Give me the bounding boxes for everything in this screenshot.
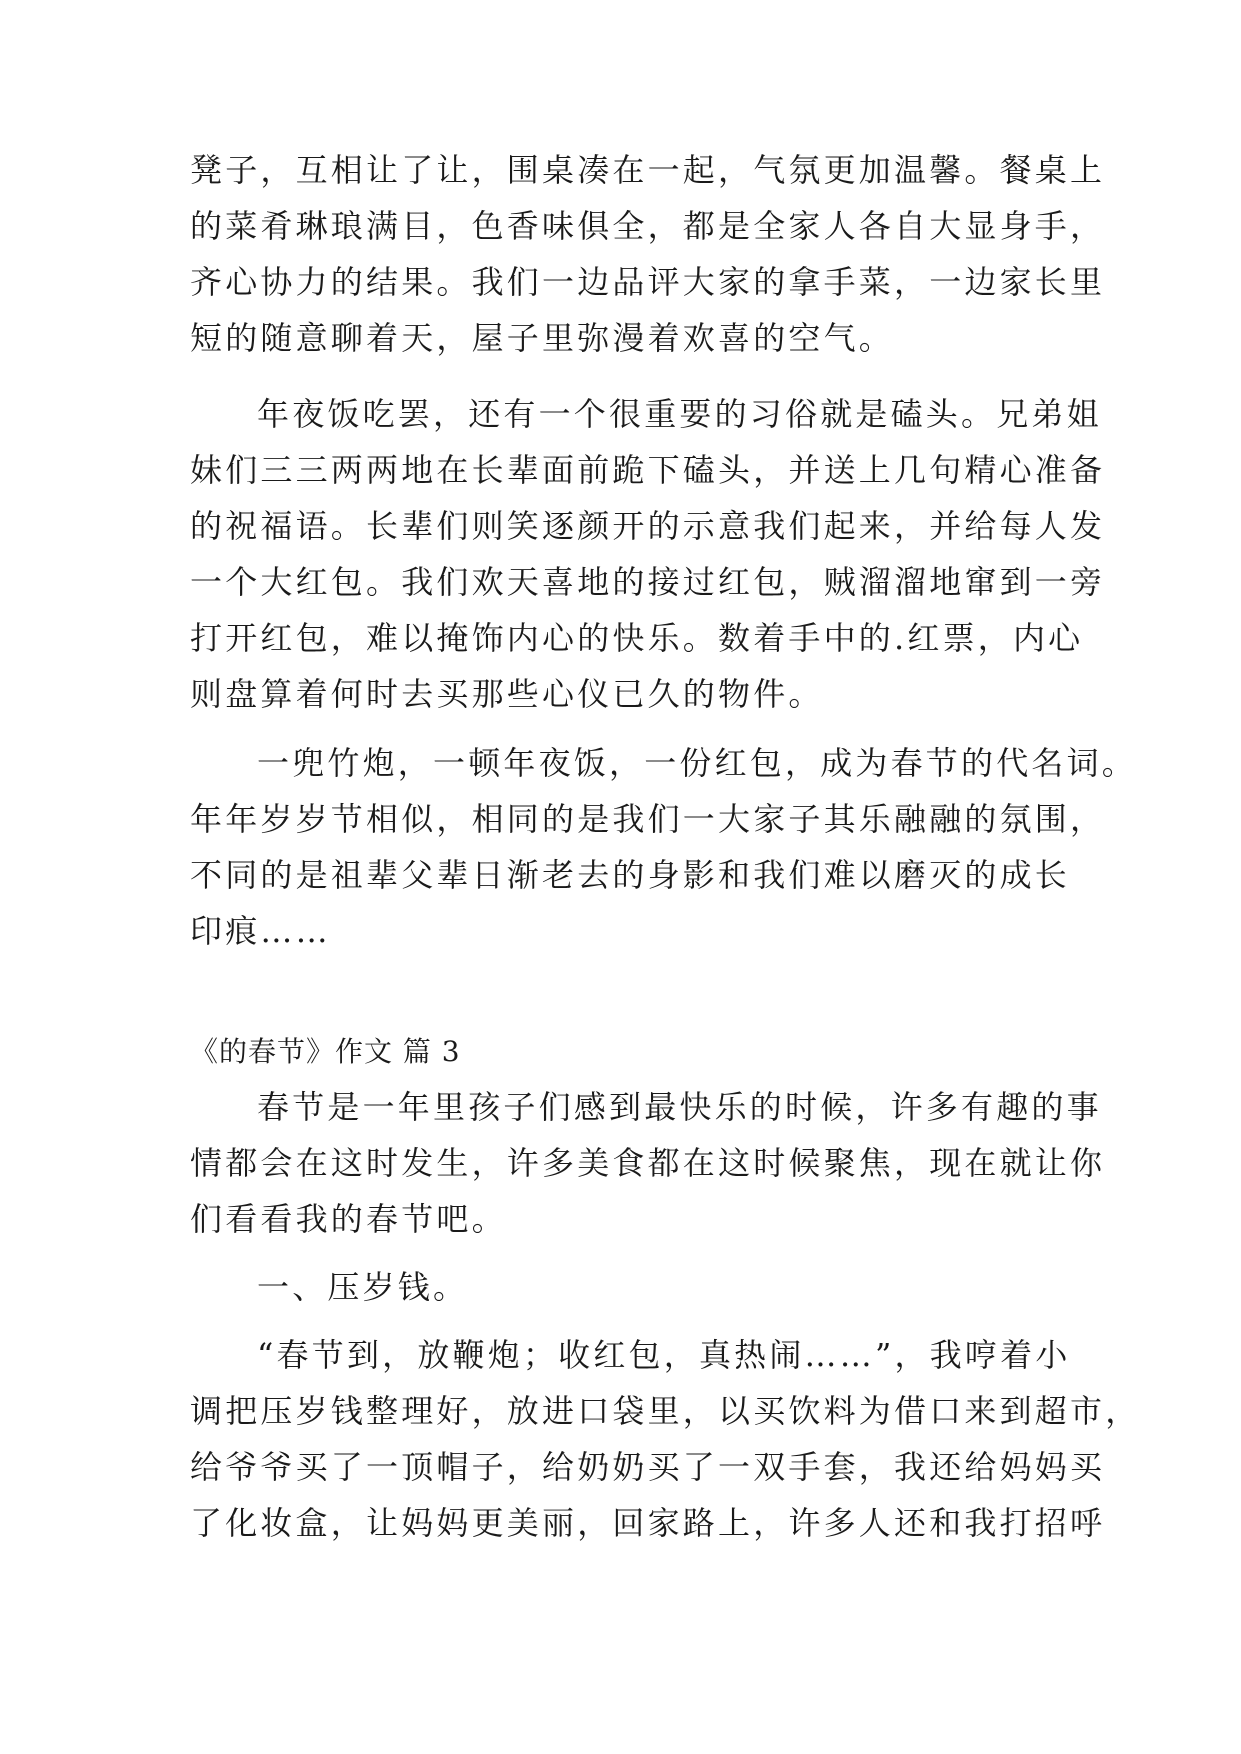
paragraph-line: 一兜竹炮，一顿年夜饭，一份红包，成为春节的代名词。 — [257, 744, 1138, 782]
paragraph-line: 了化妆盒，让妈妈更美丽，回家路上，许多人还和我打招呼 — [190, 1504, 1106, 1542]
paragraph-line: 调把压岁钱整理好，放进口袋里，以买饮料为借口来到超市， — [190, 1392, 1141, 1430]
paragraph-line: 春节是一年里孩子们感到最快乐的时候，许多有趣的事 — [257, 1088, 1102, 1126]
paragraph-line: 不同的是祖辈父辈日渐老去的身影和我们难以磨灭的成长 — [190, 856, 1071, 894]
paragraph-line: 情都会在这时发生，许多美食都在这时候聚焦，现在就让你 — [190, 1144, 1106, 1182]
paragraph-line: 的祝福语。长辈们则笑逐颜开的示意我们起来，并给每人发 — [190, 507, 1106, 545]
section-heading: 《的春节》作文 篇 3 — [190, 1035, 461, 1068]
paragraph-line: 则盘算着何时去买那些心仪已久的物件。 — [190, 675, 824, 713]
paragraph-line: 短的随意聊着天，屋子里弥漫着欢喜的空气。 — [190, 319, 895, 357]
paragraph-line: 年年岁岁节相似，相同的是我们一大家子其乐融融的氛围， — [190, 800, 1106, 838]
paragraph-line: “春节到，放鞭炮；收红包，真热闹……”，我哼着小 — [257, 1336, 1071, 1374]
paragraph-line: 打开红包，难以掩饰内心的快乐。数着手中的.红票，内心 — [190, 619, 1084, 657]
paragraph-line: 们看看我的春节吧。 — [190, 1200, 507, 1238]
paragraph-line: 齐心协力的结果。我们一边品评大家的拿手菜，一边家长里 — [190, 263, 1106, 301]
paragraph-line: 凳子，互相让了让，围桌凑在一起，气氛更加温馨。餐桌上 — [190, 151, 1106, 189]
paragraph-line: 妹们三三两两地在长辈面前跪下磕头，并送上几句精心准备 — [190, 451, 1106, 489]
paragraph-line: 印痕…… — [190, 912, 331, 950]
paragraph-line: 一个大红包。我们欢天喜地的接过红包，贼溜溜地窜到一旁 — [190, 563, 1106, 601]
paragraph-line: 年夜饭吃罢，还有一个很重要的习俗就是磕头。兄弟姐 — [257, 395, 1102, 433]
paragraph-line: 的菜肴琳琅满目，色香味俱全，都是全家人各自大显身手， — [190, 207, 1106, 245]
paragraph-line: 一、压岁钱。 — [257, 1268, 469, 1306]
paragraph-line: 给爷爷买了一顶帽子，给奶奶买了一双手套，我还给妈妈买 — [190, 1448, 1106, 1486]
